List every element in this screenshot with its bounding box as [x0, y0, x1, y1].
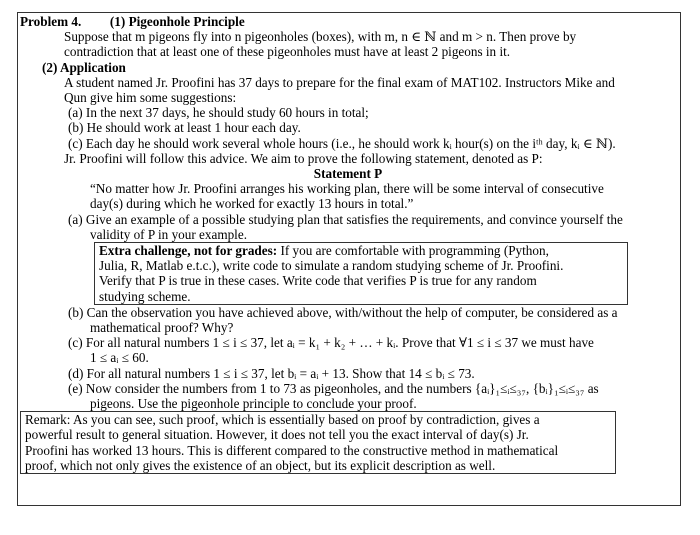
- question-d-line: (d) For all natural numbers 1 ≤ i ≤ 37, let bᵢ = aᵢ + 13. Show that 14 ≤ bᵢ ≤ 73.: [68, 365, 475, 381]
- follow-advice: Jr. Proofini will follow this advice. We aim to prove the following statement, denoted as P:: [64, 150, 543, 166]
- part1-text-line: contradiction that at least one of these pigeonholes must have at least 2 pigeons in it.: [64, 44, 511, 60]
- statement-text-line: day(s) during which he worked for exactly 13 hours in total.”: [90, 196, 414, 212]
- part2-intro-line: A student named Jr. Proofini has 37 days to prepare for the final exam of MAT102. Instructors Mike and: [64, 74, 615, 90]
- statement-text-line: “No matter how Jr. Proofini arranges his working plan, there will be some interval of consecutive: [90, 181, 604, 197]
- question-a-line: (a) Give an example of a possible studying plan that satisfies the requirements, and convince yourself the: [68, 211, 623, 227]
- challenge-line: Julia, R, Matlab e.t.c.), write code to simulate a random studying scheme of Jr. Proofini.: [99, 258, 564, 274]
- part1-title: (1) Pigeonhole Principle: [109, 14, 245, 29]
- challenge-label: Extra challenge, not for grades:: [99, 243, 278, 259]
- suggestion-a: (a) In the next 37 days, he should study 60 hours in total;: [68, 105, 369, 121]
- statement-title: Statement P: [313, 166, 383, 182]
- challenge-text: If you are comfortable with programming (Python,: [277, 243, 549, 259]
- question-e-line: pigeons. Use the pigeonhole principle to conclude your proof.: [90, 396, 417, 412]
- problem-header: [20, 14, 676, 29]
- part2-intro-line: Qun give him some suggestions:: [64, 90, 237, 106]
- remark-box: [20, 411, 616, 474]
- remark-line: proof, which not only gives the existence of an object, but its explicit description as well.: [25, 457, 496, 473]
- suggestion-b: (b) He should work at least 1 hour each day.: [68, 120, 301, 136]
- challenge-first-line: [99, 243, 623, 258]
- extra-challenge-box: [94, 242, 628, 305]
- question-c-line: (c) For all natural numbers 1 ≤ i ≤ 37, let aᵢ = k₁ + k₂ + … + kᵢ. Prove that ∀1 ≤ i ≤ 37 we must have: [68, 335, 594, 351]
- part2-title: (2) Application: [42, 59, 126, 75]
- challenge-line: Verify that P is true in these cases. Write code that verifies P is true for any random: [99, 273, 537, 289]
- problem-content: [20, 14, 676, 474]
- question-b-line: (b) Can the observation you have achieved above, with/without the help of computer, be considered as a: [68, 304, 618, 320]
- question-e-line: (e) Now consider the numbers from 1 to 73 as pigeonholes, and the numbers {aᵢ}₁≤ᵢ≤₃₇, {bᵢ}₁≤ᵢ≤₃₇ as: [68, 380, 599, 396]
- suggestion-c: (c) Each day he should work several whole hours (i.e., he should work kᵢ hour(s) on the iᵗʰ day, kᵢ ∈ ℕ).: [68, 135, 616, 151]
- question-c-line: 1 ≤ aᵢ ≤ 60.: [90, 350, 149, 366]
- remark-line: Remark: As you can see, such proof, which is essentially based on proof by contradiction, gives a: [25, 412, 540, 428]
- remark-line: powerful result to general situation. However, it does not tell you the exact interval of day(s) Jr.: [25, 427, 529, 443]
- question-b-line: mathematical proof? Why?: [90, 320, 234, 336]
- remark-line: Proofini has worked 13 hours. This is different compared to the constructive method in mathematical: [25, 442, 559, 458]
- challenge-line: studying scheme.: [99, 288, 191, 304]
- question-a-line: validity of P in your example.: [90, 226, 248, 242]
- problem-label: Problem 4.: [20, 14, 82, 29]
- part1-text-line: Suppose that m pigeons fly into n pigeonholes (boxes), with m, n ∈ ℕ and m > n. Then prove by: [64, 29, 577, 45]
